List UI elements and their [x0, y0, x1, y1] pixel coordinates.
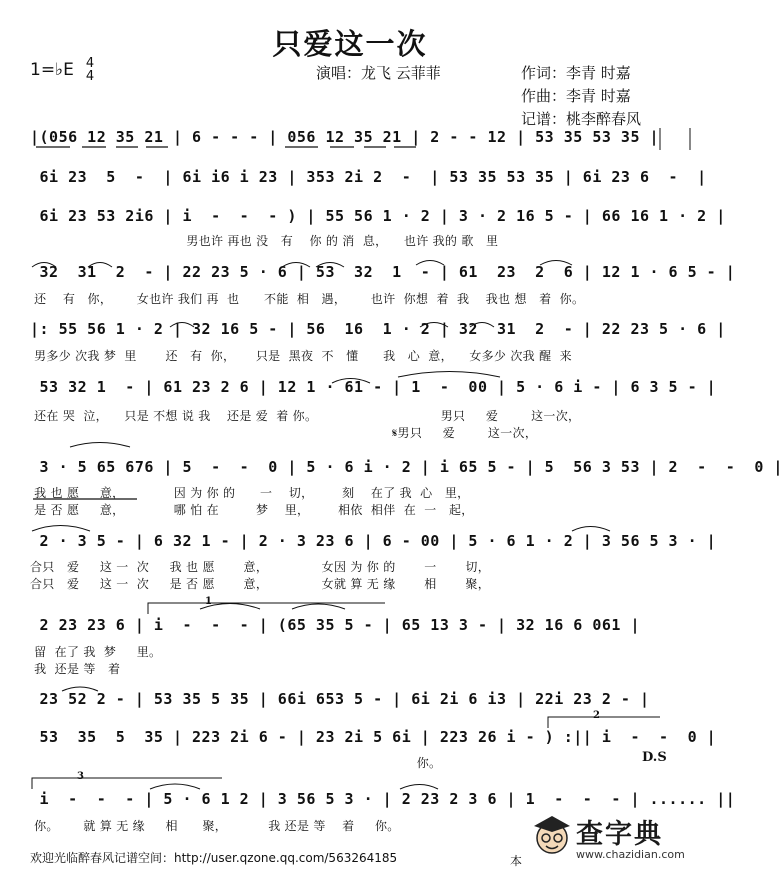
lyric-row-5: 男多少 次我 梦 里 还 有 你， 只是 黑夜 不 懂 我 心 意， 女多少 次我 醒 来	[30, 349, 572, 363]
lyric-row-12: 你。 就 算 无 缘 相 聚， 我 还是 等 着 你。	[30, 819, 400, 833]
footer-note: 欢迎光临醉春风记谱空间：http://user.qzone.qq.com/563264185	[30, 851, 398, 865]
lyric-row-8b: 合只 爱 这 一 次 是 否 愿 意， 女就 算 无 缘 相 聚，	[30, 577, 490, 591]
site-logo: 查字典	[576, 819, 663, 850]
score-row-8: 2 · 3 5 - | 6 32 1 - | 2 · 3 23 6 | 6 - 00 | 5 · 6 1 · 2 | 3 56 5 3 · |	[30, 532, 717, 550]
site-url: www.chazidian.com	[576, 848, 685, 861]
meter-bottom: 4	[85, 69, 95, 84]
lyricist-credit: 作词：李青 时嘉	[521, 64, 631, 82]
score-row-7: 3 · 5 65 676 | 5 - - 0 | 5 · 6 i · 2 | i 65 5 - | 5 56 3 53 | 2 - - 0 |	[30, 458, 783, 476]
lyric-row-7b: 是 否 愿 意， 哪 怕 在 梦 里， 相依 相伴 在 一 起，	[30, 503, 474, 517]
meter-top: 4	[85, 56, 95, 71]
lyric-row-6a: 还在 哭 泣， 只是 不想 说 我 还是 爱 着 你。 男只 爱 这一次，	[30, 409, 581, 423]
volta-label-1: 1	[205, 596, 212, 607]
transcriber-credit: 记谱：桃李醉春风	[521, 110, 642, 128]
volta-bracket-1	[148, 603, 385, 614]
score-row-2: 6i 23 5 - | 6i i6 i 23 | 353 2i 2 - | 53 35 53 35 | 6i 23 6 - |	[30, 168, 707, 186]
lyric-row-3: 男也许 再也 没 有 你 的 消 息， 也许 我的 歌 里	[30, 234, 499, 248]
score-row-11: 53 35 5 35 | 223 2i 6 - | 23 2i 5 6i | 223 26 i - ) :|| i - - 0 |	[30, 728, 717, 746]
score-row-10: 23 52 2 - | 53 35 5 35 | 66i 653 5 - | 6i 2i 6 i3 | 22i 23 2 - |	[30, 690, 650, 708]
key-signature: 1=♭E	[30, 60, 74, 80]
lyric-row-9b: 我 还是 等 着	[30, 662, 121, 676]
dal-segno-mark: D.S	[642, 750, 667, 765]
score-row-5: |: 55 56 1 · 2 | 32 16 5 - | 56 16 1 · 2 | 32 31 2 - | 22 23 5 · 6 |	[30, 320, 726, 338]
mascot-icon	[532, 812, 572, 862]
singers-credit: 演唱：龙飞 云菲菲	[316, 64, 441, 82]
volta-label-3: 3	[77, 771, 84, 782]
lyric-row-4: 还 有 你， 女也许 我们 再 也 不能 相 遇， 也许 你想 着 我 我也 想 着 你。	[30, 292, 585, 306]
score-row-4: 32 31 2 - | 22 23 5 · 6 | 53 32 1 - | 61 23 2 6 | 12 1 · 6 5 - |	[30, 263, 736, 281]
score-row-12: i - - - | 5 · 6 1 2 | 3 56 5 3 · | 2 23 2 3 6 | 1 - - - | ...... ||	[30, 790, 736, 808]
volta-bracket-2	[548, 717, 660, 728]
lyric-row-6b: 𝄋男只 爱 这一次，	[30, 426, 538, 440]
lyric-row-9a: 留 在了 我 梦 里。	[30, 645, 162, 659]
score-row-6: 53 32 1 - | 61 23 2 6 | 12 1 · 61 - | 1 - 00 | 5 · 6 i - | 6 3 5 - |	[30, 378, 717, 396]
lyric-row-11: 你。	[30, 756, 442, 770]
volta-label-2: 2	[593, 710, 600, 721]
volta-bracket-3	[32, 778, 222, 789]
score-row-3: 6i 23 53 2i6 | i - - - ) | 55 56 1 · 2 | 3 · 2 16 5 - | 66 16 1 · 2 |	[30, 207, 726, 225]
song-title: 只爱这一次	[272, 27, 428, 61]
composer-credit: 作曲：李青 时嘉	[521, 87, 631, 105]
score-row-1: |(056 12 35 21 | 6 - - - | 056 12 35 21 | 2 - - 12 | 53 35 53 35 |	[30, 128, 660, 146]
score-row-9: 2 23 23 6 | i - - - | (65 35 5 - | 65 13 3 - | 32 16 6 061 |	[30, 616, 640, 634]
lyric-row-7a: 我 也 愿 意， 因 为 你 的 一 切， 刻 在了 我 心 里，	[30, 486, 470, 500]
lyric-row-8a: 合只 爱 这 一 次 我 也 愿 意， 女因 为 你 的 一 切，	[30, 560, 490, 574]
page-mark: 本	[510, 854, 523, 868]
